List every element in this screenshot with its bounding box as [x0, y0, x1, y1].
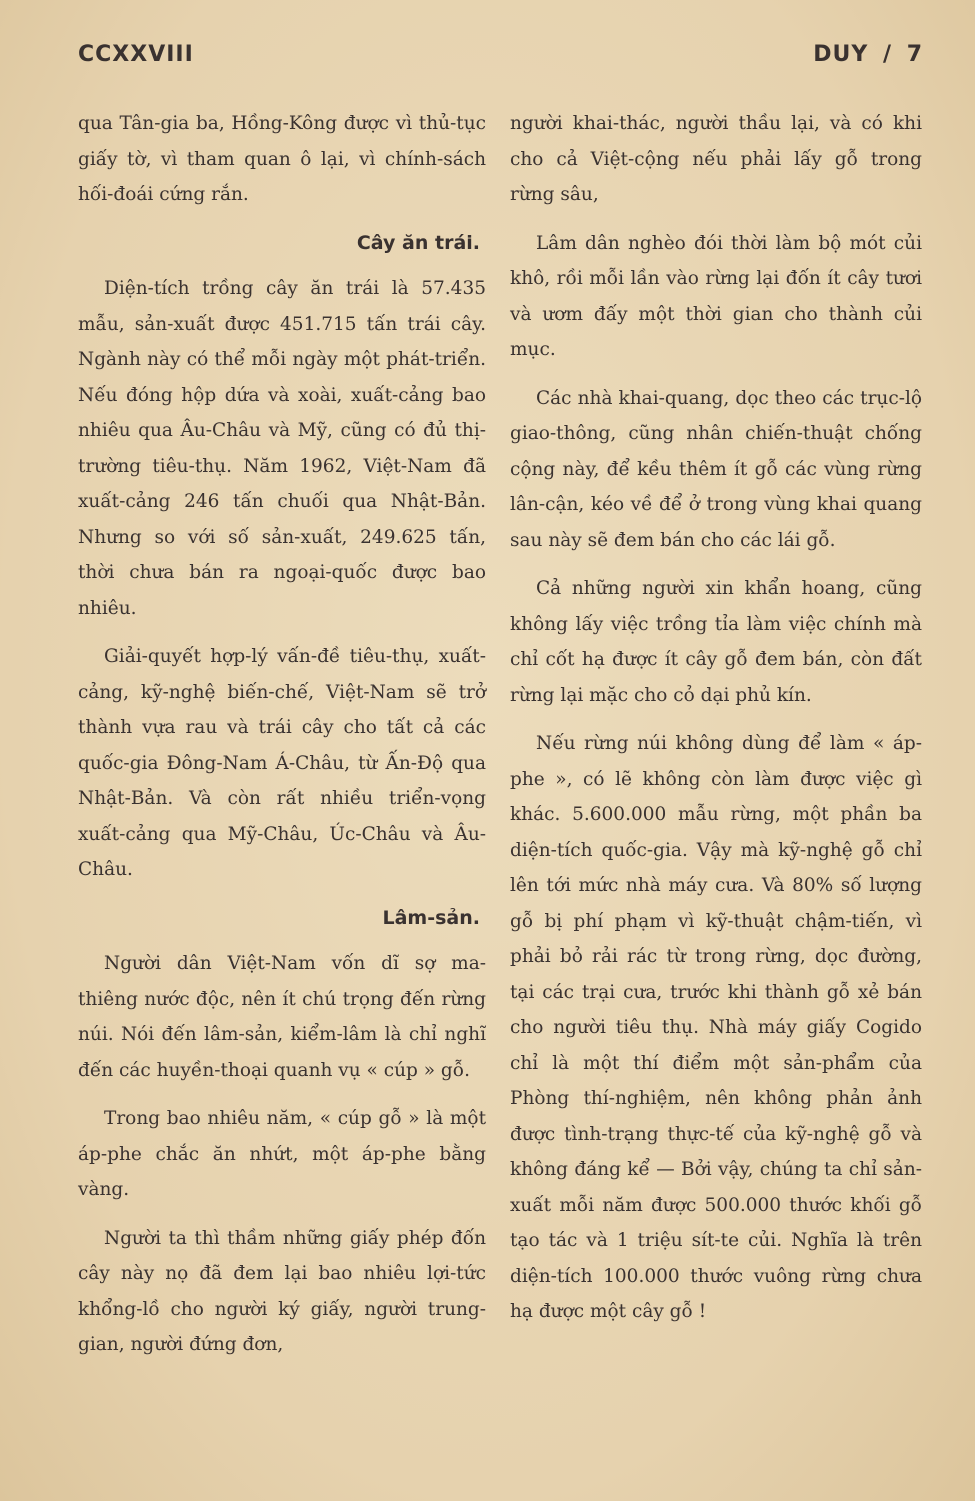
paragraph: Diện-tích trồng cây ăn trái là 57.435 mẫu, sản-xuất được 451.715 tấn trái cây. Ngành này có thể mỗi ngày một phát-triển. Nếu đóng hộp dứa và xoài, xuất-cảng bao nhiêu qua Âu-Châu và Mỹ, cũng có đủ thị-trường tiêu-thụ. Năm 1962, Việt-Nam đã xuất-cảng 246 tấn chuối qua Nhật-Bản. Nhưng so với số sản-xuất, 249.625 tấn, thời chưa bán ra ngoại-quốc được bao nhiêu. [78, 278, 486, 619]
paragraph: người khai-thác, người thầu lại, và có khi cho cả Việt-cộng nếu phải lấy gỗ trong rừng sâu, [510, 113, 922, 205]
section-heading-fruit-trees: Cây ăn trái. [356, 231, 480, 254]
left-column [78, 106, 486, 1376]
paragraph: Người dân Việt-Nam vốn dĩ sợ ma-thiêng nước độc, nên ít chú trọng đến rừng núi. Nói đến lâm-sản, kiểm-lâm là chỉ nghĩ đến các huyền-thoại quanh vụ « cúp » gỗ. [78, 953, 486, 1081]
paragraph: Trong bao nhiêu năm, « cúp gỗ » là một áp-phe chắc ăn nhứt, một áp-phe bằng vàng. [78, 1108, 486, 1200]
page-number-header: CCXXVIII [78, 42, 194, 67]
running-header: DUY / 7 [813, 42, 923, 67]
paragraph: Người ta thì thầm những giấy phép đốn cây này nọ đã đem lại bao nhiêu lợi-tức khổng-lồ cho người ký giấy, người trung-gian, người đứng đơn, [78, 1227, 486, 1355]
paragraph: Giải-quyết hợp-lý vấn-đề tiêu-thụ, xuất-cảng, kỹ-nghệ biến-chế, Việt-Nam sẽ trở thành vựa rau và trái cây cho tất cả các quốc-gia Đông-Nam Á-Châu, từ Ấn-Độ qua Nhật-Bản. Và còn rất nhiều triển-vọng xuất-cảng qua Mỹ-Châu, Úc-Châu và Âu-Châu. [78, 646, 486, 880]
paragraph: Các nhà khai-quang, dọc theo các trục-lộ giao-thông, cũng nhân chiến-thuật chống cộng này, để kều thêm ít gỗ các vùng rừng lân-cận, kéo về để ở trong vùng khai quang sau này sẽ đem bán cho các lái gỗ. [510, 387, 922, 551]
right-column [510, 106, 922, 1343]
paragraph: Cả những người xin khẩn hoang, cũng không lấy việc trồng tỉa làm việc chính mà chỉ cốt hạ được ít cây gỗ đem bán, còn đất rừng lại mặc cho cỏ dại phủ kín. [510, 578, 922, 706]
paragraph: Lâm dân nghèo đói thời làm bộ mót củi khô, rồi mỗi lần vào rừng lại đốn ít cây tươi và ươm đấy một thời gian cho thành củi mục. [510, 232, 922, 360]
paragraph: Nếu rừng núi không dùng để làm « áp-phe », có lẽ không còn làm được việc gì khác. 5.600.000 mẫu rừng, một phần ba diện-tích quốc-gia. Vậy mà kỹ-nghệ gỗ chỉ lên tới mức nhà máy cưa. Và 80% số lượng gỗ bị phí phạm vì kỹ-thuật chậm-tiến, vì phải bỏ rải rác từ trong rừng, dọc đường, tại các trại cưa, trước khi thành gỗ xẻ bán cho người tiêu thụ. Nhà máy giấy Cogido chỉ là một thí điểm một sản-phẩm của Phòng thí-nghiệm, nên không phản ảnh được tình-trạng thực-tế của kỹ-nghệ gỗ và không đáng kể — Bởi vậy, chúng ta chỉ sản-xuất mỗi năm được 500.000 thước khối gỗ tạo tác và 1 triệu sít-te củi. Nghĩa là trên diện-tích 100.000 thước vuông rừng chưa hạ được một cây gỗ ! [510, 733, 922, 1322]
section-heading-forest-products: Lâm-sản. [382, 906, 480, 929]
paragraph: qua Tân-gia ba, Hồng-Kông được vì thủ-tục giấy tờ, vì tham quan ô lại, vì chính-sách hối-đoái cứng rắn. [78, 113, 486, 205]
